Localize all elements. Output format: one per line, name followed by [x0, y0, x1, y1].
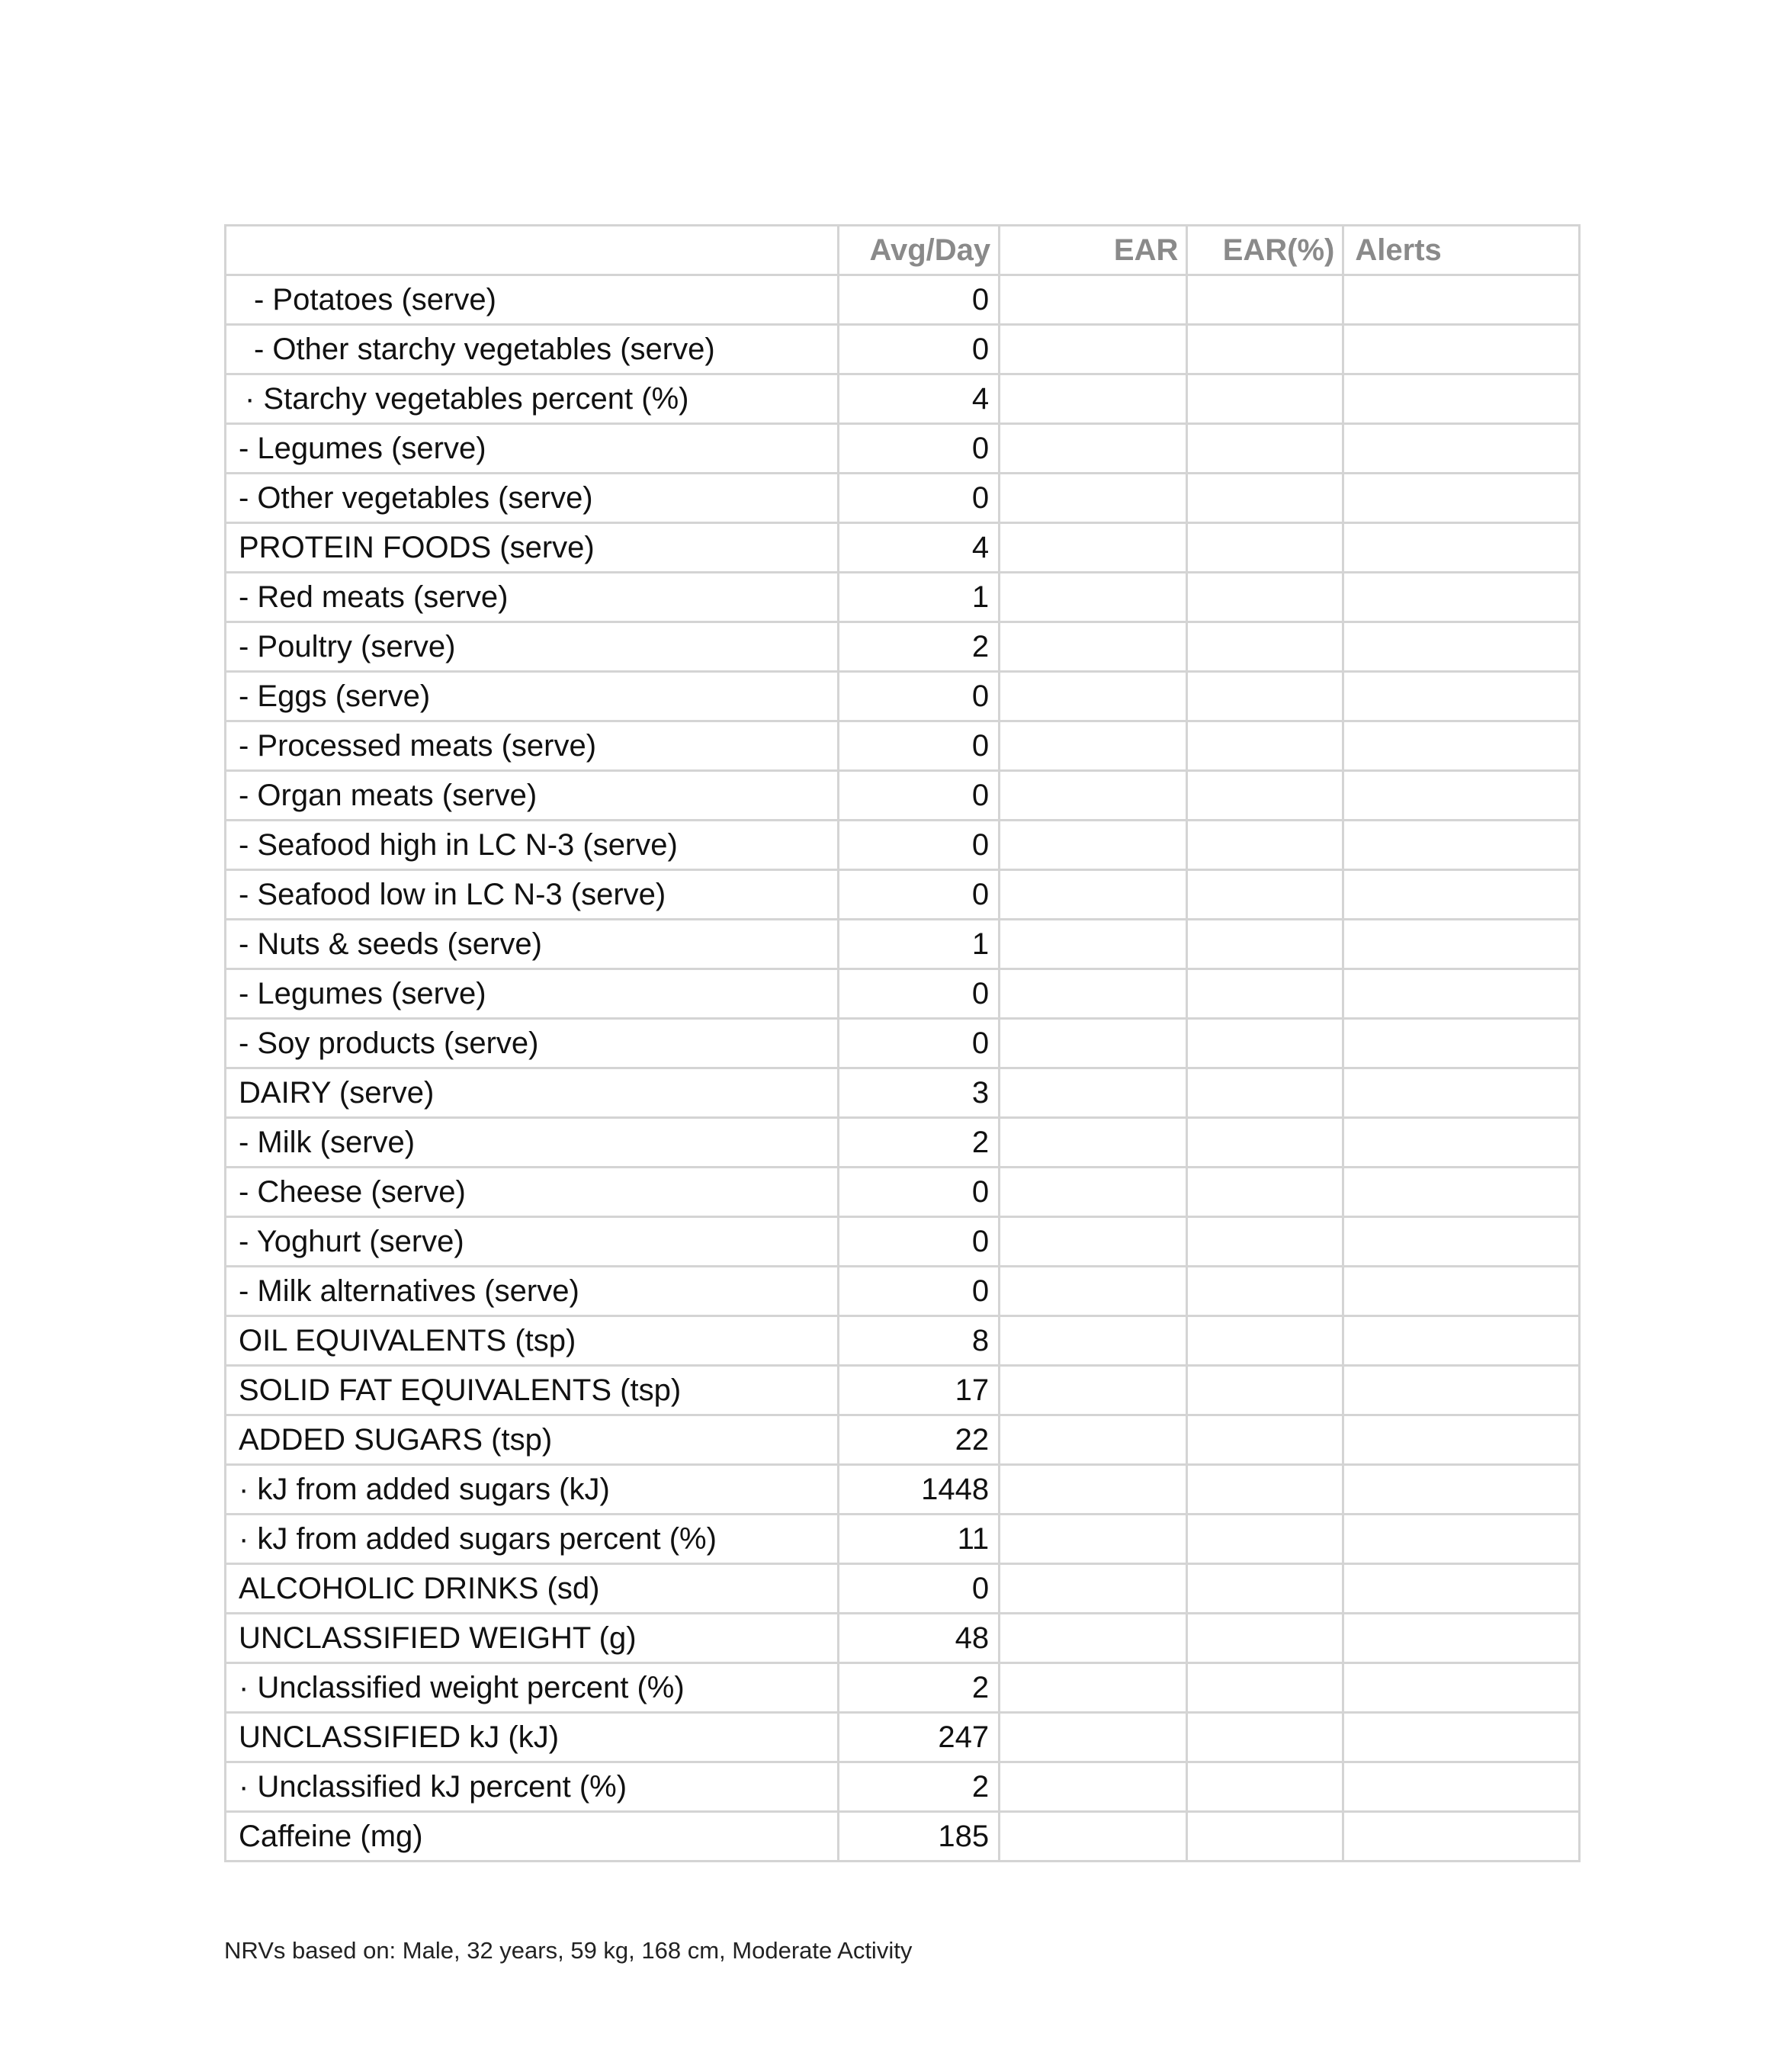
row-ear [1000, 920, 1187, 969]
row-alerts [1343, 622, 1580, 672]
nutrient-report-table [224, 224, 1581, 1862]
row-ear-percent [1187, 1465, 1343, 1515]
header-alerts: Alerts [1343, 226, 1580, 275]
row-alerts [1343, 969, 1580, 1019]
row-ear-percent [1187, 1316, 1343, 1366]
row-ear-percent [1187, 424, 1343, 474]
table-row [226, 920, 1580, 969]
row-alerts [1343, 672, 1580, 721]
row-label: - Legumes (serve) [226, 424, 839, 474]
row-ear-percent [1187, 1415, 1343, 1465]
row-ear-percent [1187, 474, 1343, 523]
row-ear-percent [1187, 1515, 1343, 1564]
row-label: UNCLASSIFIED WEIGHT (g) [226, 1614, 839, 1663]
row-ear [1000, 969, 1187, 1019]
row-ear [1000, 573, 1187, 622]
row-avg-day: 0 [839, 1019, 1000, 1068]
table-row [226, 1316, 1580, 1366]
table-row [226, 424, 1580, 474]
row-avg-day: 247 [839, 1713, 1000, 1762]
row-label: · Unclassified kJ percent (%) [226, 1762, 839, 1812]
table-row [226, 1366, 1580, 1415]
table-row [226, 523, 1580, 573]
row-ear-percent [1187, 870, 1343, 920]
table-row [226, 1465, 1580, 1515]
row-alerts [1343, 821, 1580, 870]
row-ear-percent [1187, 672, 1343, 721]
row-avg-day: 1448 [839, 1465, 1000, 1515]
row-ear-percent [1187, 1812, 1343, 1862]
row-ear-percent [1187, 523, 1343, 573]
row-avg-day: 0 [839, 474, 1000, 523]
row-avg-day: 0 [839, 721, 1000, 771]
table-row [226, 1068, 1580, 1118]
row-label: - Nuts & seeds (serve) [226, 920, 839, 969]
row-ear [1000, 771, 1187, 821]
row-label: - Yoghurt (serve) [226, 1217, 839, 1267]
row-alerts [1343, 1614, 1580, 1663]
table-row [226, 1168, 1580, 1217]
table-row [226, 821, 1580, 870]
row-ear [1000, 821, 1187, 870]
row-alerts [1343, 474, 1580, 523]
row-label: ALCOHOLIC DRINKS (sd) [226, 1564, 839, 1614]
table-row [226, 870, 1580, 920]
row-alerts [1343, 1812, 1580, 1862]
row-ear [1000, 523, 1187, 573]
table-row [226, 325, 1580, 374]
row-alerts [1343, 1316, 1580, 1366]
row-label: Caffeine (mg) [226, 1812, 839, 1862]
row-ear-percent [1187, 1068, 1343, 1118]
row-ear [1000, 474, 1187, 523]
table-row [226, 622, 1580, 672]
row-avg-day: 0 [839, 275, 1000, 325]
row-label: - Other vegetables (serve) [226, 474, 839, 523]
row-ear [1000, 1316, 1187, 1366]
row-label: OIL EQUIVALENTS (tsp) [226, 1316, 839, 1366]
row-ear [1000, 1663, 1187, 1713]
row-avg-day: 0 [839, 1217, 1000, 1267]
row-ear-percent [1187, 1168, 1343, 1217]
table-body [226, 275, 1580, 1862]
row-ear [1000, 1217, 1187, 1267]
row-label: · kJ from added sugars (kJ) [226, 1465, 839, 1515]
table-row [226, 374, 1580, 424]
row-avg-day: 0 [839, 424, 1000, 474]
row-avg-day: 17 [839, 1366, 1000, 1415]
row-avg-day: 0 [839, 870, 1000, 920]
row-label: - Poultry (serve) [226, 622, 839, 672]
row-ear-percent [1187, 1217, 1343, 1267]
row-alerts [1343, 721, 1580, 771]
row-label: ADDED SUGARS (tsp) [226, 1415, 839, 1465]
row-ear-percent [1187, 1019, 1343, 1068]
row-avg-day: 2 [839, 1663, 1000, 1713]
row-ear-percent [1187, 1564, 1343, 1614]
row-avg-day: 22 [839, 1415, 1000, 1465]
row-avg-day: 0 [839, 325, 1000, 374]
row-avg-day: 3 [839, 1068, 1000, 1118]
row-label: - Milk (serve) [226, 1118, 839, 1168]
row-label: - Eggs (serve) [226, 672, 839, 721]
row-avg-day: 0 [839, 771, 1000, 821]
table-row [226, 1217, 1580, 1267]
row-ear [1000, 1713, 1187, 1762]
row-avg-day: 4 [839, 374, 1000, 424]
row-alerts [1343, 1217, 1580, 1267]
row-avg-day: 0 [839, 969, 1000, 1019]
header-ear: EAR [1000, 226, 1187, 275]
row-ear [1000, 1366, 1187, 1415]
row-alerts [1343, 325, 1580, 374]
table-row [226, 672, 1580, 721]
row-alerts [1343, 870, 1580, 920]
row-ear-percent [1187, 1267, 1343, 1316]
row-label: - Milk alternatives (serve) [226, 1267, 839, 1316]
header-name [226, 226, 839, 275]
row-alerts [1343, 1663, 1580, 1713]
row-alerts [1343, 1762, 1580, 1812]
row-alerts [1343, 1267, 1580, 1316]
row-alerts [1343, 1465, 1580, 1515]
row-ear-percent [1187, 1366, 1343, 1415]
row-ear [1000, 1614, 1187, 1663]
row-ear-percent [1187, 1663, 1343, 1713]
row-avg-day: 4 [839, 523, 1000, 573]
row-ear [1000, 1168, 1187, 1217]
table-row [226, 1267, 1580, 1316]
row-avg-day: 1 [839, 920, 1000, 969]
table-header-row [226, 226, 1580, 275]
row-label: - Cheese (serve) [226, 1168, 839, 1217]
row-avg-day: 0 [839, 821, 1000, 870]
row-ear-percent [1187, 969, 1343, 1019]
row-ear [1000, 1415, 1187, 1465]
row-alerts [1343, 1415, 1580, 1465]
row-alerts [1343, 1168, 1580, 1217]
table-row [226, 275, 1580, 325]
row-label: - Legumes (serve) [226, 969, 839, 1019]
row-ear-percent [1187, 1713, 1343, 1762]
row-label: UNCLASSIFIED kJ (kJ) [226, 1713, 839, 1762]
table-row [226, 1762, 1580, 1812]
row-ear [1000, 424, 1187, 474]
row-ear [1000, 1118, 1187, 1168]
row-ear [1000, 721, 1187, 771]
row-label: - Red meats (serve) [226, 573, 839, 622]
row-alerts [1343, 1713, 1580, 1762]
row-alerts [1343, 1564, 1580, 1614]
row-ear [1000, 1068, 1187, 1118]
row-ear [1000, 1465, 1187, 1515]
row-ear-percent [1187, 771, 1343, 821]
header-avg-day: Avg/Day [839, 226, 1000, 275]
row-ear [1000, 275, 1187, 325]
row-ear-percent [1187, 573, 1343, 622]
table-row [226, 1812, 1580, 1862]
row-ear-percent [1187, 622, 1343, 672]
row-alerts [1343, 424, 1580, 474]
row-label: - Potatoes (serve) [226, 275, 839, 325]
table-row [226, 1019, 1580, 1068]
row-label: - Seafood high in LC N-3 (serve) [226, 821, 839, 870]
row-ear [1000, 1515, 1187, 1564]
table-row [226, 771, 1580, 821]
nrv-footnote: NRVs based on: Male, 32 years, 59 kg, 168 cm, Moderate Activity [224, 1937, 913, 1964]
table-row [226, 721, 1580, 771]
row-ear [1000, 1267, 1187, 1316]
row-label: · Starchy vegetables percent (%) [226, 374, 839, 424]
row-ear-percent [1187, 1614, 1343, 1663]
row-ear-percent [1187, 325, 1343, 374]
row-avg-day: 1 [839, 573, 1000, 622]
table-row [226, 1614, 1580, 1663]
row-avg-day: 2 [839, 1118, 1000, 1168]
row-ear-percent [1187, 920, 1343, 969]
row-ear [1000, 325, 1187, 374]
row-ear-percent [1187, 821, 1343, 870]
table-row [226, 573, 1580, 622]
row-label: - Seafood low in LC N-3 (serve) [226, 870, 839, 920]
row-ear [1000, 1564, 1187, 1614]
table-row [226, 1564, 1580, 1614]
row-label: - Soy products (serve) [226, 1019, 839, 1068]
row-ear [1000, 870, 1187, 920]
row-label: - Processed meats (serve) [226, 721, 839, 771]
table-row [226, 1415, 1580, 1465]
row-label: - Organ meats (serve) [226, 771, 839, 821]
row-ear-percent [1187, 275, 1343, 325]
row-alerts [1343, 771, 1580, 821]
row-alerts [1343, 523, 1580, 573]
table-row [226, 1713, 1580, 1762]
row-alerts [1343, 1366, 1580, 1415]
row-avg-day: 0 [839, 1267, 1000, 1316]
row-ear-percent [1187, 374, 1343, 424]
row-avg-day: 185 [839, 1812, 1000, 1862]
row-avg-day: 48 [839, 1614, 1000, 1663]
row-ear-percent [1187, 1762, 1343, 1812]
row-avg-day: 2 [839, 622, 1000, 672]
row-alerts [1343, 374, 1580, 424]
row-ear-percent [1187, 721, 1343, 771]
row-alerts [1343, 920, 1580, 969]
row-ear [1000, 622, 1187, 672]
row-alerts [1343, 275, 1580, 325]
row-avg-day: 2 [839, 1762, 1000, 1812]
row-alerts [1343, 1515, 1580, 1564]
table-row [226, 1663, 1580, 1713]
row-label: · kJ from added sugars percent (%) [226, 1515, 839, 1564]
row-label: DAIRY (serve) [226, 1068, 839, 1118]
row-avg-day: 8 [839, 1316, 1000, 1366]
header-ear-percent: EAR(%) [1187, 226, 1343, 275]
row-alerts [1343, 1068, 1580, 1118]
row-ear [1000, 1762, 1187, 1812]
row-label: · Unclassified weight percent (%) [226, 1663, 839, 1713]
row-alerts [1343, 1118, 1580, 1168]
row-label: SOLID FAT EQUIVALENTS (tsp) [226, 1366, 839, 1415]
row-alerts [1343, 1019, 1580, 1068]
table-row [226, 1118, 1580, 1168]
row-label: - Other starchy vegetables (serve) [226, 325, 839, 374]
table-row [226, 1515, 1580, 1564]
row-avg-day: 0 [839, 1564, 1000, 1614]
row-ear [1000, 1812, 1187, 1862]
table-row [226, 474, 1580, 523]
row-ear [1000, 672, 1187, 721]
row-ear-percent [1187, 1118, 1343, 1168]
row-ear [1000, 374, 1187, 424]
row-label: PROTEIN FOODS (serve) [226, 523, 839, 573]
row-alerts [1343, 573, 1580, 622]
row-ear [1000, 1019, 1187, 1068]
row-avg-day: 0 [839, 672, 1000, 721]
table-row [226, 969, 1580, 1019]
row-avg-day: 0 [839, 1168, 1000, 1217]
row-avg-day: 11 [839, 1515, 1000, 1564]
